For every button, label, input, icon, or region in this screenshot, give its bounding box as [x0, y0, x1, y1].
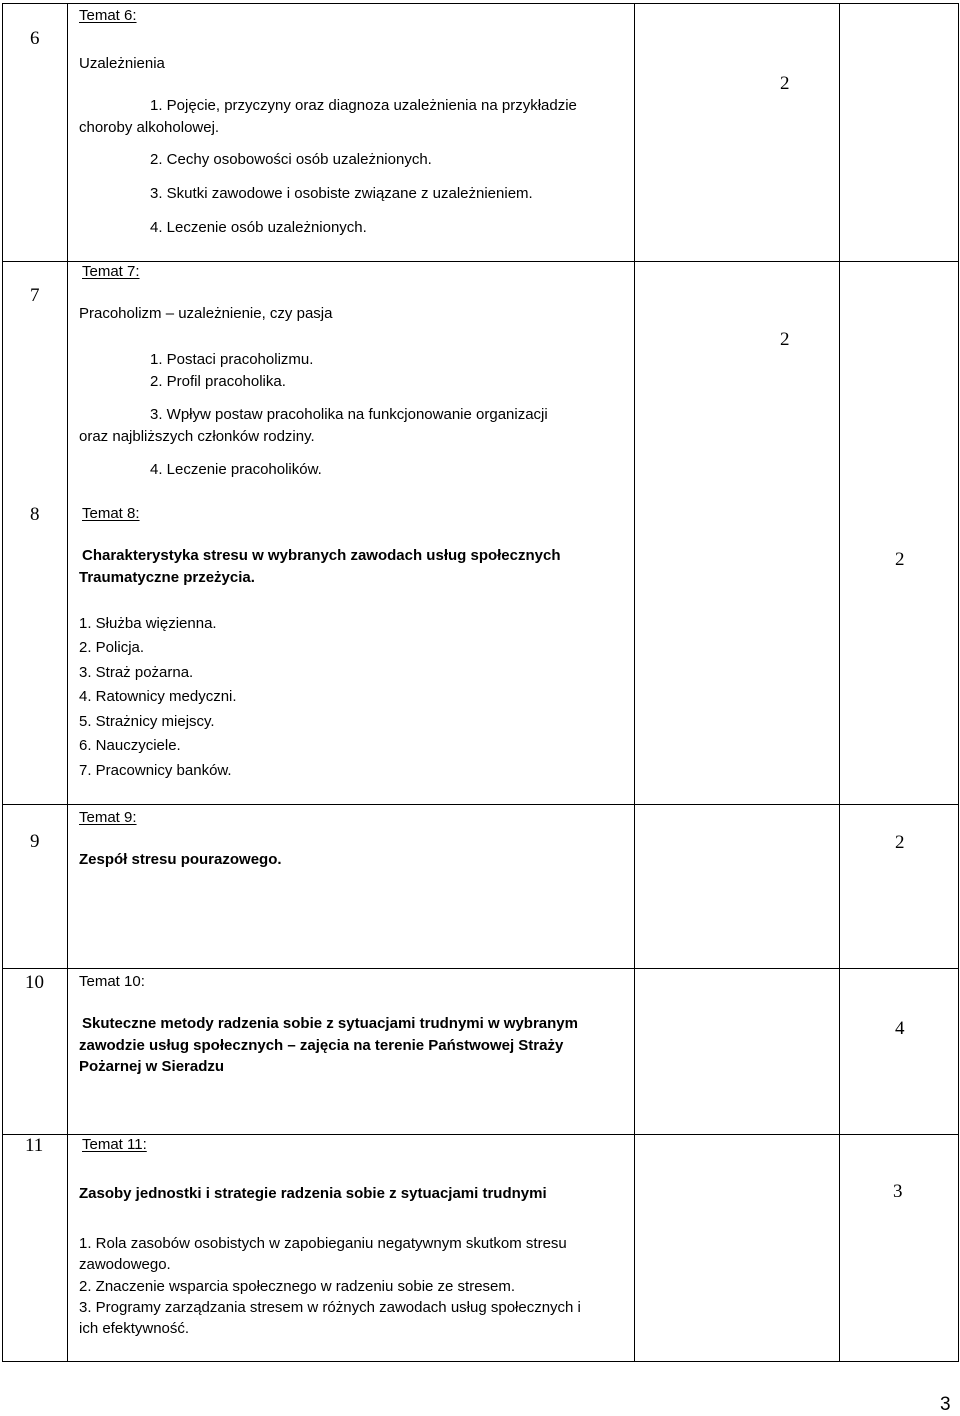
column-divider-number	[67, 3, 68, 1362]
row-number: 9	[30, 831, 40, 852]
list-item: 5. Strażnicy miejscy.	[79, 713, 215, 730]
topic-title: Zasoby jednostki i strategie radzenia sobie z sytuacjami trudnymi	[79, 1185, 547, 1202]
list-item: 3. Wpływ postaw pracoholika na funkcjonowanie organizacji	[150, 406, 548, 423]
list-item: 1. Służba więzienna.	[79, 615, 217, 632]
row-divider-6-7	[2, 261, 959, 262]
topic-heading: Temat 10:	[79, 973, 145, 990]
page-number: 3	[940, 1394, 951, 1415]
list-item: 2. Znaczenie wsparcia społecznego w radzeniu sobie ze stresem.	[79, 1278, 516, 1295]
hours-value: 2	[895, 549, 905, 570]
hours-value: 2	[895, 832, 905, 853]
list-item: 2. Policja.	[79, 639, 145, 656]
topic-heading: Temat 11:	[82, 1136, 147, 1153]
row-number: 6	[30, 28, 40, 49]
list-item: 2. Profil pracoholika.	[150, 373, 286, 390]
topic-heading: Temat 7:	[82, 263, 140, 280]
topic-heading: Temat 8:	[82, 505, 140, 522]
list-item: choroby alkoholowej.	[79, 119, 220, 136]
column-divider-topic	[634, 3, 635, 1362]
row-number: 11	[25, 1135, 44, 1156]
table-right-border	[958, 3, 959, 1362]
list-item: ich efektywność.	[79, 1320, 190, 1337]
hours-value: 4	[895, 1018, 905, 1039]
row-number: 8	[30, 504, 40, 525]
list-item: 3. Programy zarządzania stresem w różnych zawodach usług społecznych i	[79, 1299, 581, 1316]
table-top-border	[2, 3, 959, 4]
list-item: 4. Ratownicy medyczni.	[79, 688, 237, 705]
hours-value: 3	[893, 1181, 903, 1202]
list-item: 1. Postaci pracoholizmu.	[150, 351, 314, 368]
topic-title: Charakterystyka stresu w wybranych zawodach usług społecznych	[82, 547, 561, 564]
list-item: 2. Cechy osobowości osób uzależnionych.	[150, 151, 432, 168]
list-item: 6. Nauczyciele.	[79, 737, 181, 754]
topic-title: Pracoholizm – uzależnienie, czy pasja	[79, 305, 333, 322]
list-item: 1. Pojęcie, przyczyny oraz diagnoza uzależnienia na przykładzie	[150, 97, 577, 114]
topic-heading: Temat 6:	[79, 7, 137, 24]
list-item: 4. Leczenie pracoholików.	[150, 461, 322, 478]
list-item: oraz najbliższych członków rodziny.	[79, 428, 315, 445]
row-divider-8-9	[2, 804, 959, 805]
row-number: 10	[25, 972, 44, 993]
list-item: 7. Pracownicy banków.	[79, 762, 232, 779]
table-left-border	[2, 3, 3, 1362]
topic-heading: Temat 9:	[79, 809, 137, 826]
topic-title: Pożarnej w Sieradzu	[79, 1058, 225, 1075]
row-number: 7	[30, 285, 40, 306]
topic-title: Zespół stresu pourazowego.	[79, 851, 282, 868]
topic-title: Traumatyczne przeżycia.	[79, 569, 255, 586]
topic-title: Uzależnienia	[79, 55, 165, 72]
list-item: 1. Rola zasobów osobistych w zapobieganiu negatywnym skutkom stresu	[79, 1235, 567, 1252]
list-item: 3. Straż pożarna.	[79, 664, 194, 681]
hours-value: 2	[780, 329, 790, 350]
topic-title: Skuteczne metody radzenia sobie z sytuacjami trudnymi w wybranym	[82, 1015, 578, 1032]
topic-title: zawodzie usług społecznych – zajęcia na terenie Państwowej Straży	[79, 1037, 564, 1054]
table-bottom-border	[2, 1361, 959, 1362]
row-divider-9-10	[2, 968, 959, 969]
column-divider-hours	[839, 3, 840, 1362]
list-item: 4. Leczenie osób uzależnionych.	[150, 219, 367, 236]
hours-value: 2	[780, 73, 790, 94]
list-item: 3. Skutki zawodowe i osobiste związane z uzależnieniem.	[150, 185, 533, 202]
list-item: zawodowego.	[79, 1256, 171, 1273]
